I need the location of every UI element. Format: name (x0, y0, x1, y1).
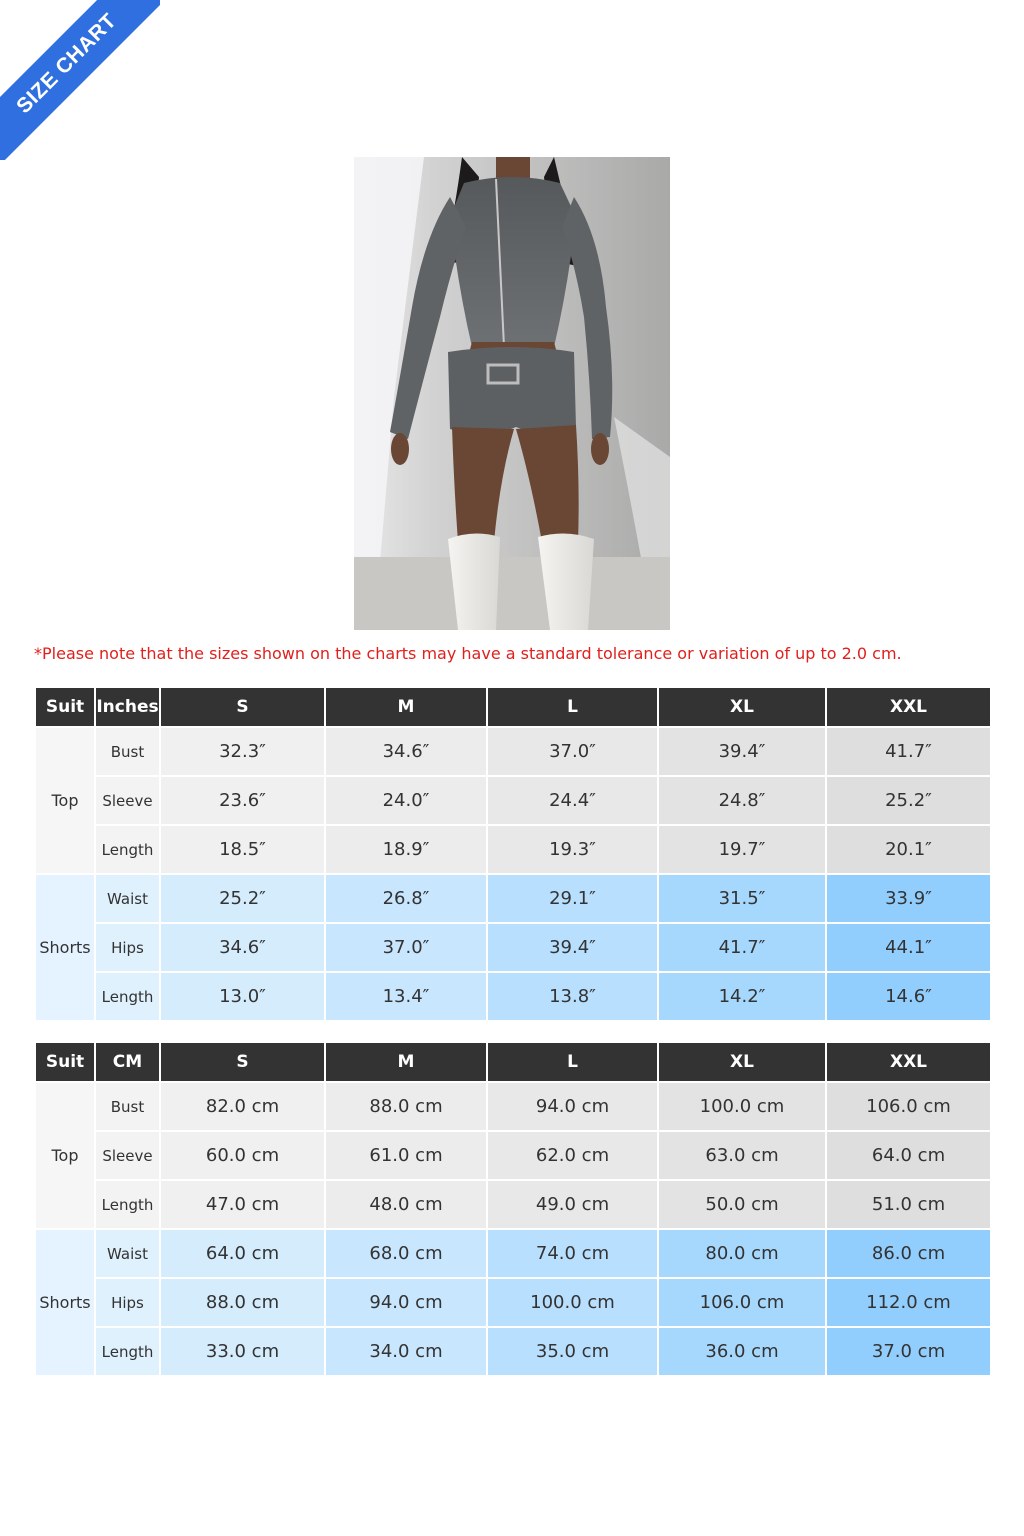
size-value: 13.0″ (161, 973, 324, 1020)
measure-label: Bust (96, 728, 159, 775)
size-value: 24.4″ (488, 777, 657, 824)
header-size-l: L (488, 1043, 657, 1081)
header-size-l: L (488, 688, 657, 726)
header-size-xl: XL (659, 688, 825, 726)
header-size-s: S (161, 688, 324, 726)
table-row (36, 924, 990, 971)
size-value: 36.0 cm (659, 1328, 825, 1375)
measure-label: Sleeve (96, 777, 159, 824)
size-value: 68.0 cm (326, 1230, 486, 1277)
measure-label: Sleeve (96, 1132, 159, 1179)
size-value: 26.8″ (326, 875, 486, 922)
size-value: 34.6″ (161, 924, 324, 971)
header-size-xxl: XXL (827, 1043, 990, 1081)
size-value: 35.0 cm (488, 1328, 657, 1375)
table-row (36, 826, 990, 873)
size-value: 41.7″ (659, 924, 825, 971)
size-value: 33.0 cm (161, 1328, 324, 1375)
table-row (36, 1230, 990, 1277)
measure-label: Length (96, 1328, 159, 1375)
size-value: 82.0 cm (161, 1083, 324, 1130)
measure-label: Bust (96, 1083, 159, 1130)
group-label-top: Top (36, 728, 94, 873)
size-value: 94.0 cm (488, 1083, 657, 1130)
table-header-row (36, 1043, 990, 1081)
size-value: 61.0 cm (326, 1132, 486, 1179)
size-value: 48.0 cm (326, 1181, 486, 1228)
size-value: 37.0″ (326, 924, 486, 971)
size-chart-badge-container (0, 0, 160, 160)
size-value: 94.0 cm (326, 1279, 486, 1326)
size-value: 63.0 cm (659, 1132, 825, 1179)
measure-label: Waist (96, 875, 159, 922)
table-row (36, 1181, 990, 1228)
group-label-shorts: Shorts (36, 1230, 94, 1375)
size-value: 20.1″ (827, 826, 990, 873)
size-value: 47.0 cm (161, 1181, 324, 1228)
size-value: 51.0 cm (827, 1181, 990, 1228)
table-row (36, 1083, 990, 1130)
header-suit: Suit (36, 1043, 94, 1081)
size-value: 34.6″ (326, 728, 486, 775)
size-value: 18.9″ (326, 826, 486, 873)
header-suit: Suit (36, 688, 94, 726)
header-size-s: S (161, 1043, 324, 1081)
measure-label: Hips (96, 924, 159, 971)
size-value: 49.0 cm (488, 1181, 657, 1228)
table-row (36, 777, 990, 824)
size-value: 106.0 cm (659, 1279, 825, 1326)
measure-label: Length (96, 973, 159, 1020)
size-value: 80.0 cm (659, 1230, 825, 1277)
size-value: 88.0 cm (326, 1083, 486, 1130)
group-label-shorts: Shorts (36, 875, 94, 1020)
header-size-m: M (326, 1043, 486, 1081)
size-value: 13.4″ (326, 973, 486, 1020)
size-value: 19.7″ (659, 826, 825, 873)
size-value: 60.0 cm (161, 1132, 324, 1179)
size-value: 62.0 cm (488, 1132, 657, 1179)
size-value: 24.0″ (326, 777, 486, 824)
product-photo (354, 157, 670, 630)
table-row (36, 973, 990, 1020)
size-value: 37.0″ (488, 728, 657, 775)
size-value: 37.0 cm (827, 1328, 990, 1375)
size-value: 24.8″ (659, 777, 825, 824)
size-value: 64.0 cm (827, 1132, 990, 1179)
size-value: 39.4″ (659, 728, 825, 775)
group-label-top: Top (36, 1083, 94, 1228)
size-value: 23.6″ (161, 777, 324, 824)
size-value: 39.4″ (488, 924, 657, 971)
size-value: 64.0 cm (161, 1230, 324, 1277)
size-value: 33.9″ (827, 875, 990, 922)
header-size-m: M (326, 688, 486, 726)
size-value: 18.5″ (161, 826, 324, 873)
measure-label: Length (96, 1181, 159, 1228)
size-value: 100.0 cm (659, 1083, 825, 1130)
size-value: 88.0 cm (161, 1279, 324, 1326)
size-value: 31.5″ (659, 875, 825, 922)
size-value: 100.0 cm (488, 1279, 657, 1326)
size-value: 112.0 cm (827, 1279, 990, 1326)
size-value: 34.0 cm (326, 1328, 486, 1375)
tolerance-note: *Please note that the sizes shown on the charts may have a standard tolerance or variation of up to 2.0 cm. (34, 644, 902, 663)
size-value: 41.7″ (827, 728, 990, 775)
table-header-row (36, 688, 990, 726)
table-row (36, 1279, 990, 1326)
header-size-xxl: XXL (827, 688, 990, 726)
size-value: 32.3″ (161, 728, 324, 775)
size-value: 25.2″ (827, 777, 990, 824)
size-value: 13.8″ (488, 973, 657, 1020)
table-row (36, 1328, 990, 1375)
table-row (36, 1132, 990, 1179)
size-value: 14.6″ (827, 973, 990, 1020)
measure-label: Waist (96, 1230, 159, 1277)
table-row (36, 875, 990, 922)
size-value: 106.0 cm (827, 1083, 990, 1130)
size-value: 29.1″ (488, 875, 657, 922)
inches-size-table (34, 686, 992, 1022)
size-value: 25.2″ (161, 875, 324, 922)
size-value: 14.2″ (659, 973, 825, 1020)
cm-size-table (34, 1041, 992, 1377)
table-row (36, 728, 990, 775)
header-unit: Inches (96, 688, 159, 726)
header-size-xl: XL (659, 1043, 825, 1081)
measure-label: Hips (96, 1279, 159, 1326)
measure-label: Length (96, 826, 159, 873)
size-value: 74.0 cm (488, 1230, 657, 1277)
header-unit: CM (96, 1043, 159, 1081)
size-value: 19.3″ (488, 826, 657, 873)
size-chart-badge: SIZE CHART (0, 0, 160, 160)
size-value: 86.0 cm (827, 1230, 990, 1277)
size-value: 44.1″ (827, 924, 990, 971)
size-value: 50.0 cm (659, 1181, 825, 1228)
